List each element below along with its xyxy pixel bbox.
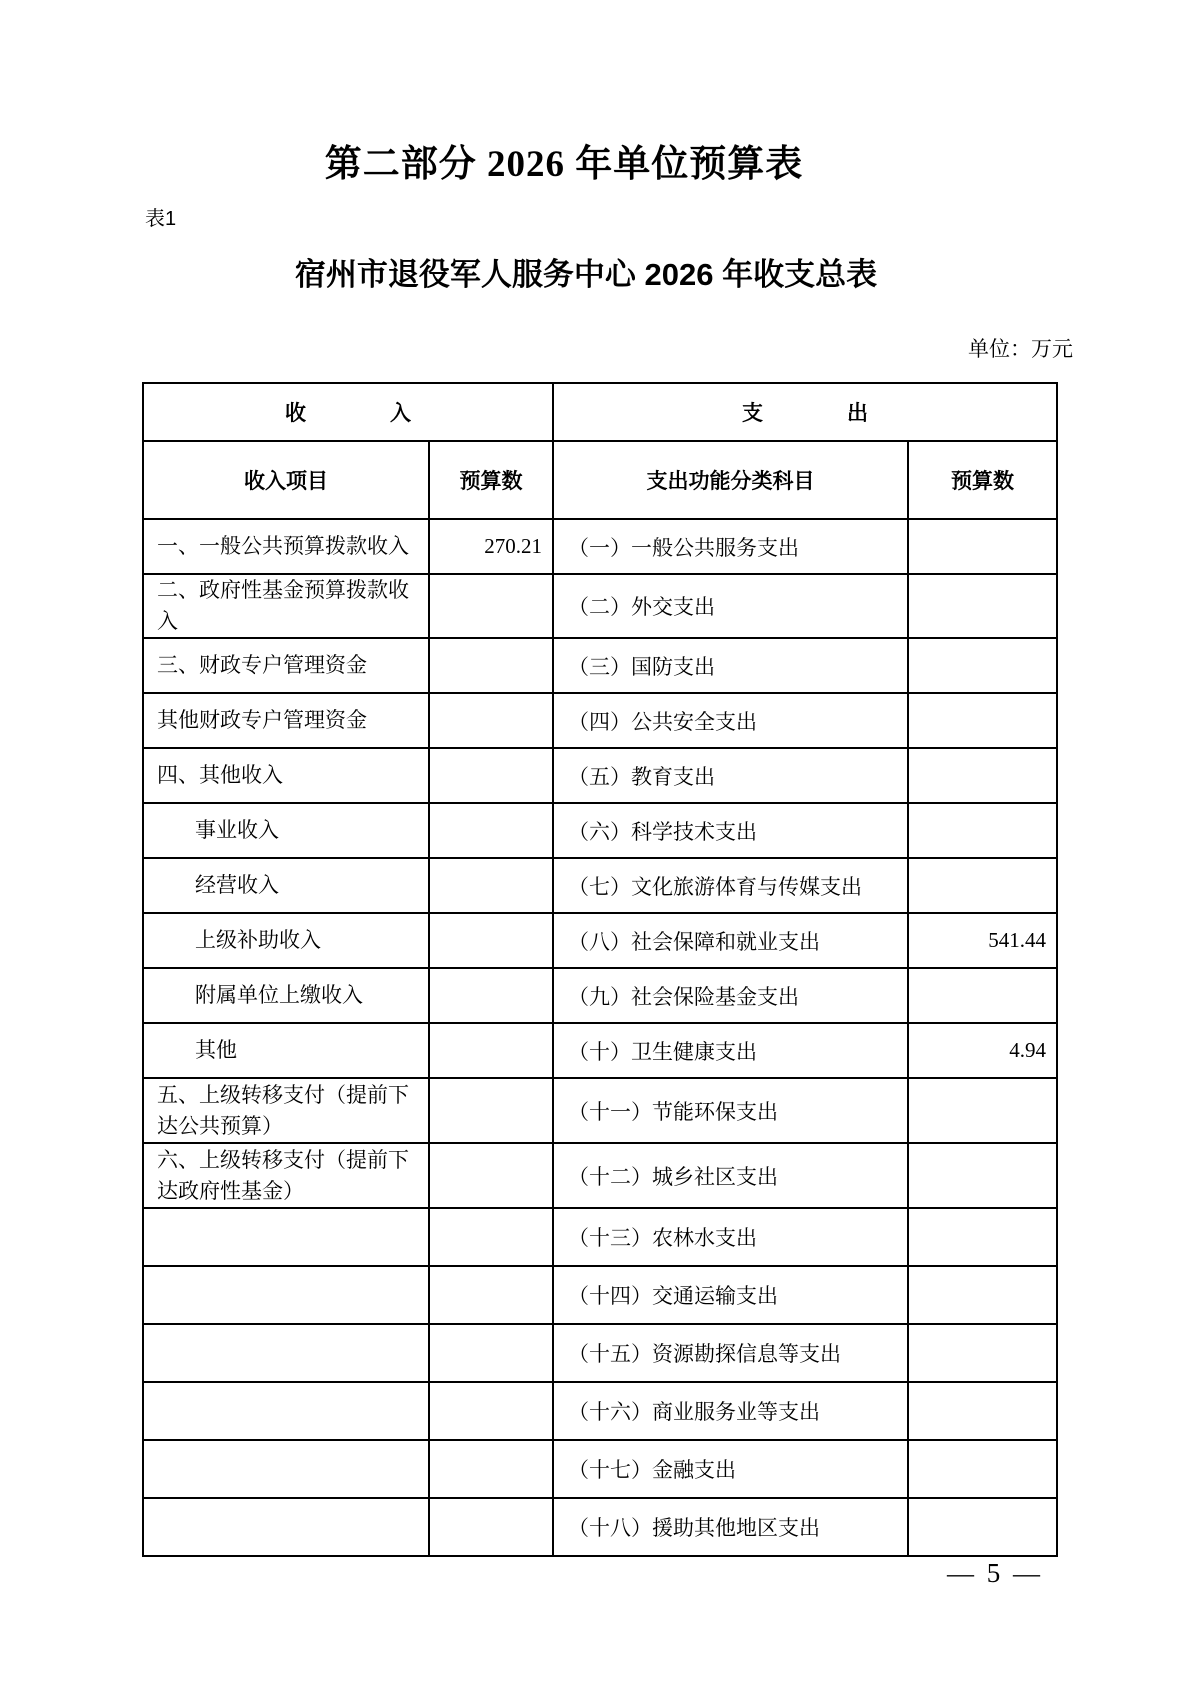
table-row [143, 1324, 1057, 1382]
expense-item-cell: （十五）资源勘探信息等支出 [553, 1324, 908, 1382]
income-item-cell [143, 1440, 429, 1498]
expense-item-cell: （六）科学技术支出 [553, 803, 908, 858]
income-item-cell: 五、上级转移支付（提前下达公共预算） [143, 1078, 429, 1143]
income-item-cell: 其他 [143, 1023, 429, 1078]
expense-value-cell: 541.44 [908, 913, 1057, 968]
table-row [143, 1023, 1057, 1078]
expense-value-cell [908, 968, 1057, 1023]
table-row [143, 1266, 1057, 1324]
table-row [143, 519, 1057, 574]
table-row [143, 1208, 1057, 1266]
income-value-cell [429, 1382, 553, 1440]
income-item-cell [143, 1498, 429, 1556]
table-label: 表1 [145, 208, 177, 230]
income-item-cell: 经营收入 [143, 858, 429, 913]
income-item-cell [143, 1208, 429, 1266]
expense-value-cell [908, 1143, 1057, 1208]
budget-table [142, 382, 1058, 1557]
income-value-cell [429, 803, 553, 858]
expense-item-cell: （十一）节能环保支出 [553, 1078, 908, 1143]
page-number: — 5 — [947, 1558, 1040, 1588]
table-row [143, 574, 1057, 638]
income-value-cell [429, 1266, 553, 1324]
expense-value-cell [908, 1382, 1057, 1440]
income-value-cell [429, 968, 553, 1023]
income-value-cell [429, 574, 553, 638]
unit-note: 单位：万元 [968, 338, 1073, 361]
table-row [143, 968, 1057, 1023]
income-item-cell: 六、上级转移支付（提前下达政府性基金） [143, 1143, 429, 1208]
table-row [143, 1440, 1057, 1498]
income-value-cell [429, 693, 553, 748]
expense-value-cell [908, 1266, 1057, 1324]
table-row [143, 913, 1057, 968]
income-value-cell [429, 1143, 553, 1208]
income-item-cell: 二、政府性基金预算拨款收入 [143, 574, 429, 638]
expense-item-cell: （十八）援助其他地区支出 [553, 1498, 908, 1556]
expense-value-cell [908, 693, 1057, 748]
income-section-header: 收入 [143, 383, 553, 441]
table-row [143, 638, 1057, 693]
part-title: 第二部分 2026 年单位预算表 [324, 144, 804, 185]
table-row [143, 803, 1057, 858]
expense-section-header: 支出 [553, 383, 1057, 441]
section-header-row [143, 383, 1057, 441]
income-value-cell [429, 748, 553, 803]
income-value-cell [429, 858, 553, 913]
expense-item-cell: （五）教育支出 [553, 748, 908, 803]
col-header-expense-budget: 预算数 [908, 441, 1057, 519]
expense-item-cell: （十六）商业服务业等支出 [553, 1382, 908, 1440]
table-row [143, 1078, 1057, 1143]
expense-value-cell [908, 803, 1057, 858]
income-item-cell [143, 1324, 429, 1382]
income-item-cell: 三、财政专户管理资金 [143, 638, 429, 693]
expense-value-cell [908, 1324, 1057, 1382]
income-item-cell: 事业收入 [143, 803, 429, 858]
expense-item-cell: （十）卫生健康支出 [553, 1023, 908, 1078]
income-item-cell [143, 1382, 429, 1440]
expense-value-cell [908, 1208, 1057, 1266]
income-value-cell [429, 638, 553, 693]
income-item-cell: 附属单位上缴收入 [143, 968, 429, 1023]
col-header-expense-item: 支出功能分类科目 [553, 441, 908, 519]
expense-value-cell [908, 638, 1057, 693]
expense-item-cell: （十七）金融支出 [553, 1440, 908, 1498]
expense-item-cell: （二）外交支出 [553, 574, 908, 638]
expense-value-cell [908, 574, 1057, 638]
income-item-cell: 上级补助收入 [143, 913, 429, 968]
income-item-cell [143, 1266, 429, 1324]
table-row [143, 1382, 1057, 1440]
expense-value-cell [908, 519, 1057, 574]
income-item-cell: 四、其他收入 [143, 748, 429, 803]
income-item-cell: 一、一般公共预算拨款收入 [143, 519, 429, 574]
doc-title: 宿州市退役军人服务中心 2026 年收支总表 [294, 257, 878, 292]
table-row [143, 748, 1057, 803]
income-value-cell [429, 1324, 553, 1382]
income-value-cell [429, 913, 553, 968]
expense-value-cell [908, 748, 1057, 803]
column-header-row [143, 441, 1057, 519]
income-value-cell [429, 1208, 553, 1266]
expense-value-cell [908, 858, 1057, 913]
income-value-cell: 270.21 [429, 519, 553, 574]
income-value-cell [429, 1498, 553, 1556]
table-row [143, 1143, 1057, 1208]
expense-item-cell: （十二）城乡社区支出 [553, 1143, 908, 1208]
expense-value-cell [908, 1440, 1057, 1498]
expense-item-cell: （四）公共安全支出 [553, 693, 908, 748]
expense-item-cell: （九）社会保险基金支出 [553, 968, 908, 1023]
expense-value-cell [908, 1498, 1057, 1556]
income-item-cell: 其他财政专户管理资金 [143, 693, 429, 748]
income-value-cell [429, 1023, 553, 1078]
table-row [143, 1498, 1057, 1556]
expense-value-cell: 4.94 [908, 1023, 1057, 1078]
col-header-income-item: 收入项目 [143, 441, 429, 519]
expense-item-cell: （三）国防支出 [553, 638, 908, 693]
expense-item-cell: （一）一般公共服务支出 [553, 519, 908, 574]
table-row [143, 858, 1057, 913]
expense-item-cell: （十三）农林水支出 [553, 1208, 908, 1266]
expense-item-cell: （七）文化旅游体育与传媒支出 [553, 858, 908, 913]
expense-value-cell [908, 1078, 1057, 1143]
table-row [143, 693, 1057, 748]
income-value-cell [429, 1440, 553, 1498]
expense-item-cell: （十四）交通运输支出 [553, 1266, 908, 1324]
col-header-income-budget: 预算数 [429, 441, 553, 519]
expense-item-cell: （八）社会保障和就业支出 [553, 913, 908, 968]
income-value-cell [429, 1078, 553, 1143]
